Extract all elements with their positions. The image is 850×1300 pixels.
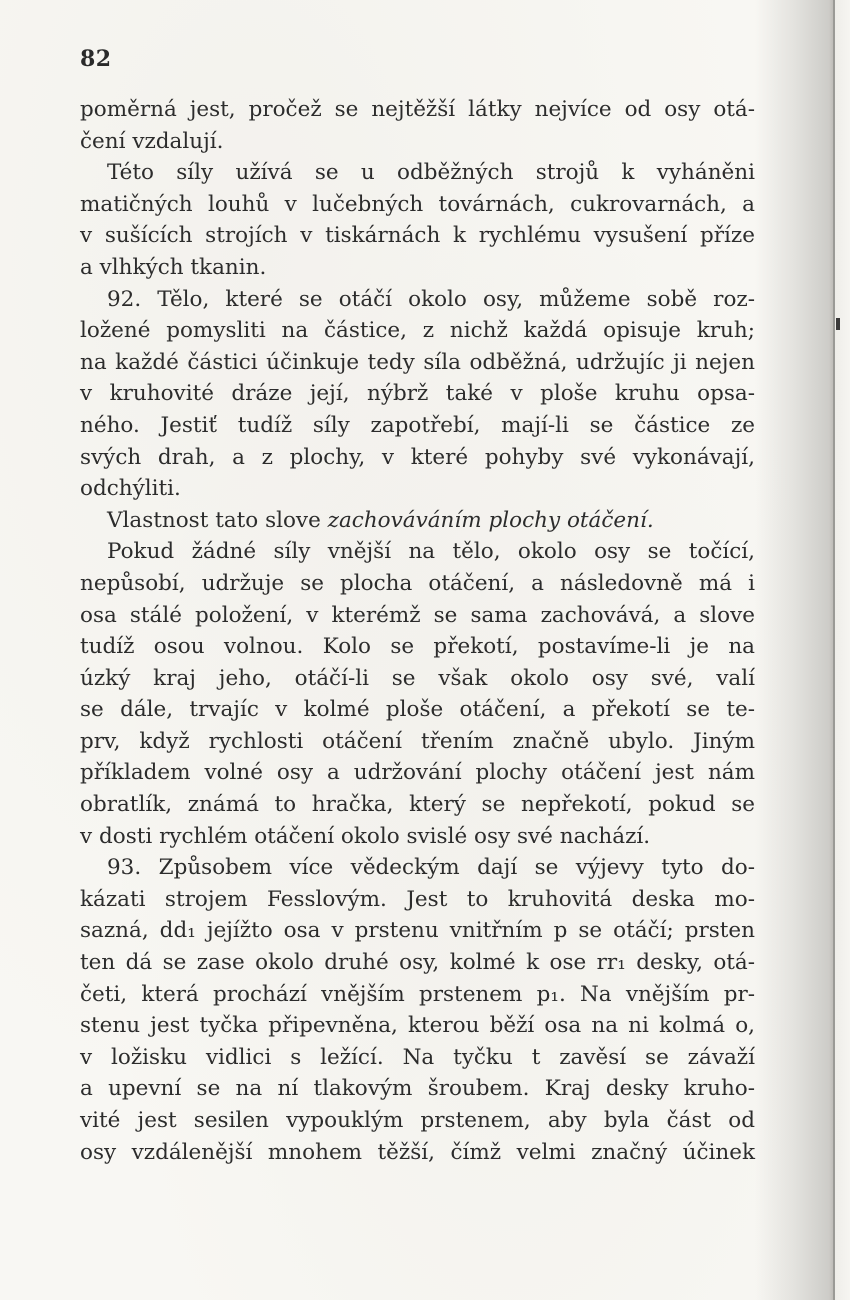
line-text: prv, když rychlosti otáčení třením značně ubylo. Jiným	[80, 728, 755, 754]
text-line	[80, 726, 755, 758]
text-line	[80, 315, 755, 347]
text-line	[80, 189, 755, 221]
line-text: tudíž osou volnou. Kolo se překotí, postavíme-li je na	[80, 634, 755, 660]
binding-gutter-shadow	[755, 0, 850, 1300]
line-text: 92. Tělo, které se otáčí okolo osy, můžeme sobě roz-	[107, 286, 755, 312]
line-text: Této síly užívá se u odběžných strojů k vyháněni	[107, 160, 755, 186]
emphasized-term: zachováváním plochy otáčení.	[327, 507, 654, 533]
text-line	[80, 789, 755, 821]
text-line	[80, 94, 755, 126]
line-text: Pokud žádné síly vnější na tělo, okolo osy se točící,	[107, 539, 755, 565]
line-text: v kruhovité dráze její, nýbrž také v ploše kruhu opsa-	[80, 381, 755, 407]
text-line	[80, 852, 755, 884]
body-text	[80, 94, 755, 1168]
text-line	[80, 947, 755, 979]
line-text: stenu jest tyčka připevněna, kterou běží osa na ni kolmá o,	[80, 1013, 755, 1039]
line-text: čení vzdalují.	[80, 128, 224, 154]
line-text: v dosti rychlém otáčení okolo svislé osy své nachází.	[80, 823, 651, 849]
line-text: 93. Způsobem více vědeckým dají se výjevy tyto do-	[107, 855, 755, 881]
edge-ink-mark	[836, 318, 840, 330]
line-text: ložené pomysliti na částice, z nichž každá opisuje kruh;	[80, 318, 755, 344]
line-text: obratlík, známá to hračka, který se nepřekotí, pokud se	[80, 792, 755, 818]
line-text: ten dá se zase okolo druhé osy, kolmé k ose rr₁ desky, otá-	[80, 950, 755, 976]
text-line	[80, 631, 755, 663]
text-line	[80, 1042, 755, 1074]
line-text: matičných louhů v lučebných továrnách, cukrovarnách, a	[80, 191, 755, 217]
text-line	[80, 915, 755, 947]
text-line	[80, 1010, 755, 1042]
text-line	[80, 347, 755, 379]
text-line	[80, 757, 755, 789]
text-line	[80, 1137, 755, 1169]
line-text: v sušících strojích v tiskárnách k rychlému vysušení příze	[80, 223, 755, 249]
line-text: a vlhkých tkanin.	[80, 254, 267, 280]
line-text: Vlastnost tato slove	[107, 507, 328, 533]
text-line	[80, 600, 755, 632]
text-line	[80, 284, 755, 316]
line-text: osy vzdálenější mnohem těžší, čímž velmi značný účinek	[80, 1139, 755, 1165]
line-text: nepůsobí, udržuje se plocha otáčení, a následovně má i	[80, 570, 755, 596]
line-text: sazná, dd₁ jejížto osa v prstenu vnitřním p se otáčí; prsten	[80, 918, 755, 944]
page-number: 82	[80, 46, 112, 72]
text-line	[80, 694, 755, 726]
text-line	[80, 568, 755, 600]
line-text: kázati strojem Fesslovým. Jest to kruhovitá deska mo-	[80, 886, 755, 912]
text-line	[80, 821, 755, 853]
line-text: svých drah, a z plochy, v které pohyby své vykonávají,	[80, 444, 755, 470]
text-line	[80, 884, 755, 916]
text-line	[80, 442, 755, 474]
line-text: se dále, trvajíc v kolmé ploše otáčení, a překotí se te-	[80, 697, 755, 723]
line-text: vité jest sesilen vypouklým prstenem, aby byla část od	[80, 1108, 755, 1133]
line-text: příkladem volné osy a udržování plochy otáčení jest nám	[80, 760, 755, 786]
text-line	[80, 663, 755, 695]
text-line	[80, 220, 755, 252]
page-edge-line	[833, 0, 835, 1300]
text-line	[80, 1105, 755, 1137]
text-line	[80, 157, 755, 189]
line-text: úzký kraj jeho, otáčí-li se však okolo osy své, valí	[80, 665, 755, 691]
text-line	[80, 126, 755, 158]
line-text: ného. Jestiť tudíž síly zapotřebí, mají-li se částice ze	[80, 412, 755, 438]
text-line	[80, 979, 755, 1011]
line-text: poměrná jest, pročež se nejtěžší látky nejvíce od osy otá-	[80, 97, 755, 122]
text-line	[80, 473, 755, 505]
line-text: a upevní se na ní tlakovým šroubem. Kraj desky kruho-	[80, 1076, 755, 1102]
line-text: osa stálé položení, v kterémž se sama zachovává, a slove	[80, 602, 755, 628]
text-line	[80, 410, 755, 442]
text-line	[80, 505, 755, 537]
line-text: na každé částici účinkuje tedy síla odběžná, udržujíc ji nejen	[80, 349, 755, 375]
text-line	[80, 1073, 755, 1105]
line-text: odchýliti.	[80, 476, 181, 502]
text-line	[80, 252, 755, 284]
text-line	[80, 378, 755, 410]
text-line	[80, 536, 755, 568]
line-text: v ložisku vidlici s ležící. Na tyčku t zavěsí se závaží	[80, 1044, 755, 1070]
line-text: četi, která prochází vnějším prstenem p₁. Na vnějším pr-	[80, 981, 755, 1007]
